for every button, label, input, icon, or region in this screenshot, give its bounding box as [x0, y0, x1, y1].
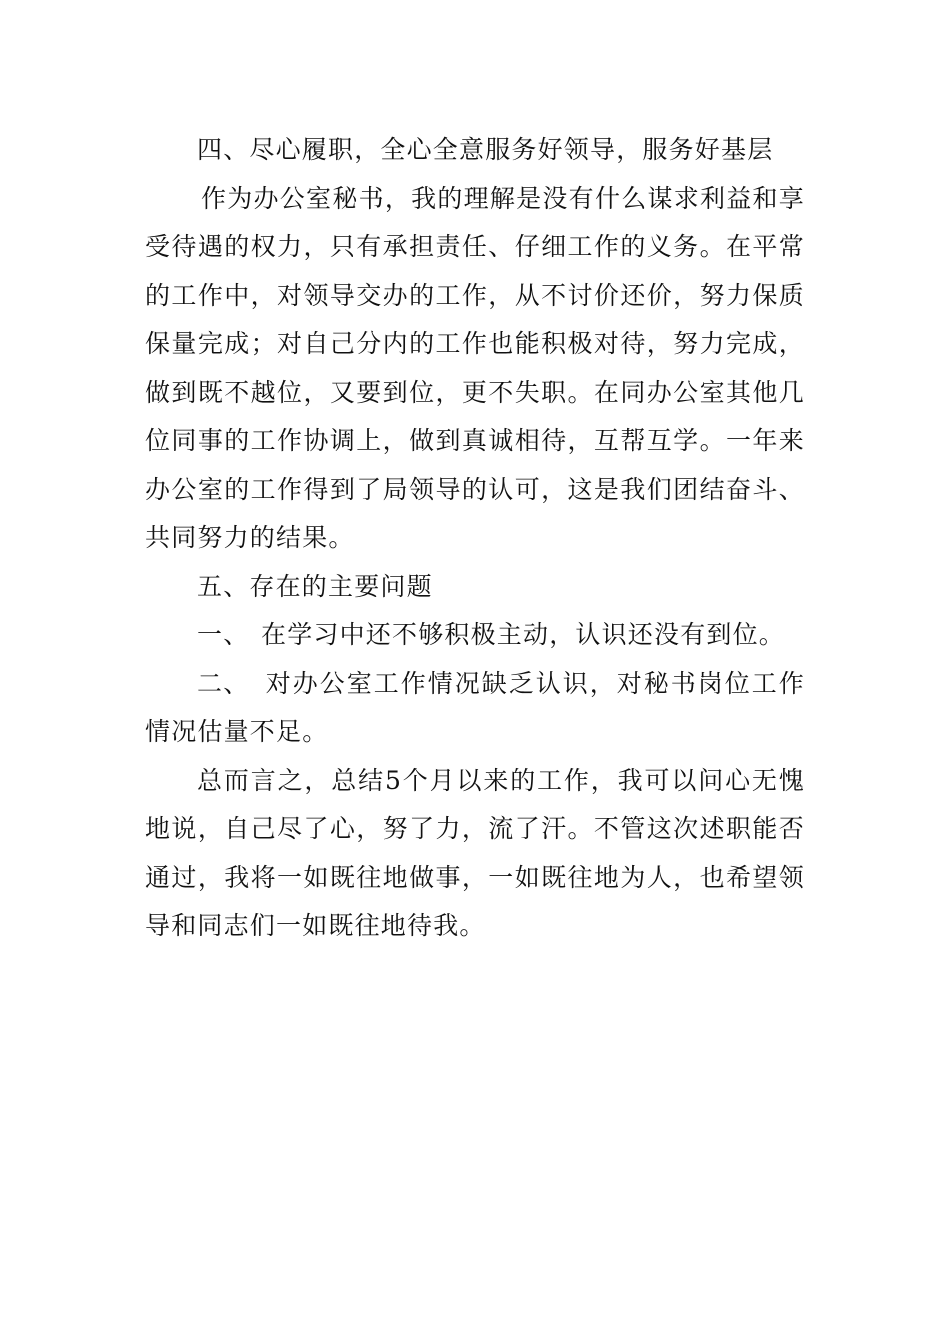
- section-4-paragraph: 作为办公室秘书，我的理解是没有什么谋求利益和享受待遇的权力，只有承担责任、仔细工作的义务。在平常的工作中，对领导交办的工作，从不讨价还价，努力保质保量完成；对自己分内的工作也能积极对待，努力完成，做到既不越位，又要到位，更不失职。在同办公室其他几位同事的工作协调上，做到真诚相待，互帮互学。一年来办公室的工作得到了局领导的认可，这是我们团结奋斗、共同努力的结果。: [145, 183, 805, 552]
- problem-item-1: [145, 611, 805, 660]
- problem-item-2: [145, 660, 805, 757]
- problem-text-1: 在学习中还不够积极主动，认识还没有到位。: [261, 620, 786, 649]
- section-heading-5: 五、存在的主要问题: [197, 571, 433, 601]
- document-body: [145, 126, 805, 951]
- problem-marker-1: 一、: [197, 620, 250, 649]
- problem-marker-2: 二、: [197, 668, 250, 698]
- problem-text-2: 对办公室工作情况缺乏认识，对秘书岗位工作情况估量不足。: [145, 668, 805, 746]
- conclusion-paragraph: 总而言之，总结5个月以来的工作，我可以问心无愧地说，自己尽了心，努了力，流了汗。不管这次述职能否通过，我将一如既往地做事，一如既往地为人，也希望领导和同志们一如既往地待我。: [145, 765, 805, 940]
- section-heading-4: 四、尽心履职，全心全意服务好领导，服务好基层: [197, 135, 774, 164]
